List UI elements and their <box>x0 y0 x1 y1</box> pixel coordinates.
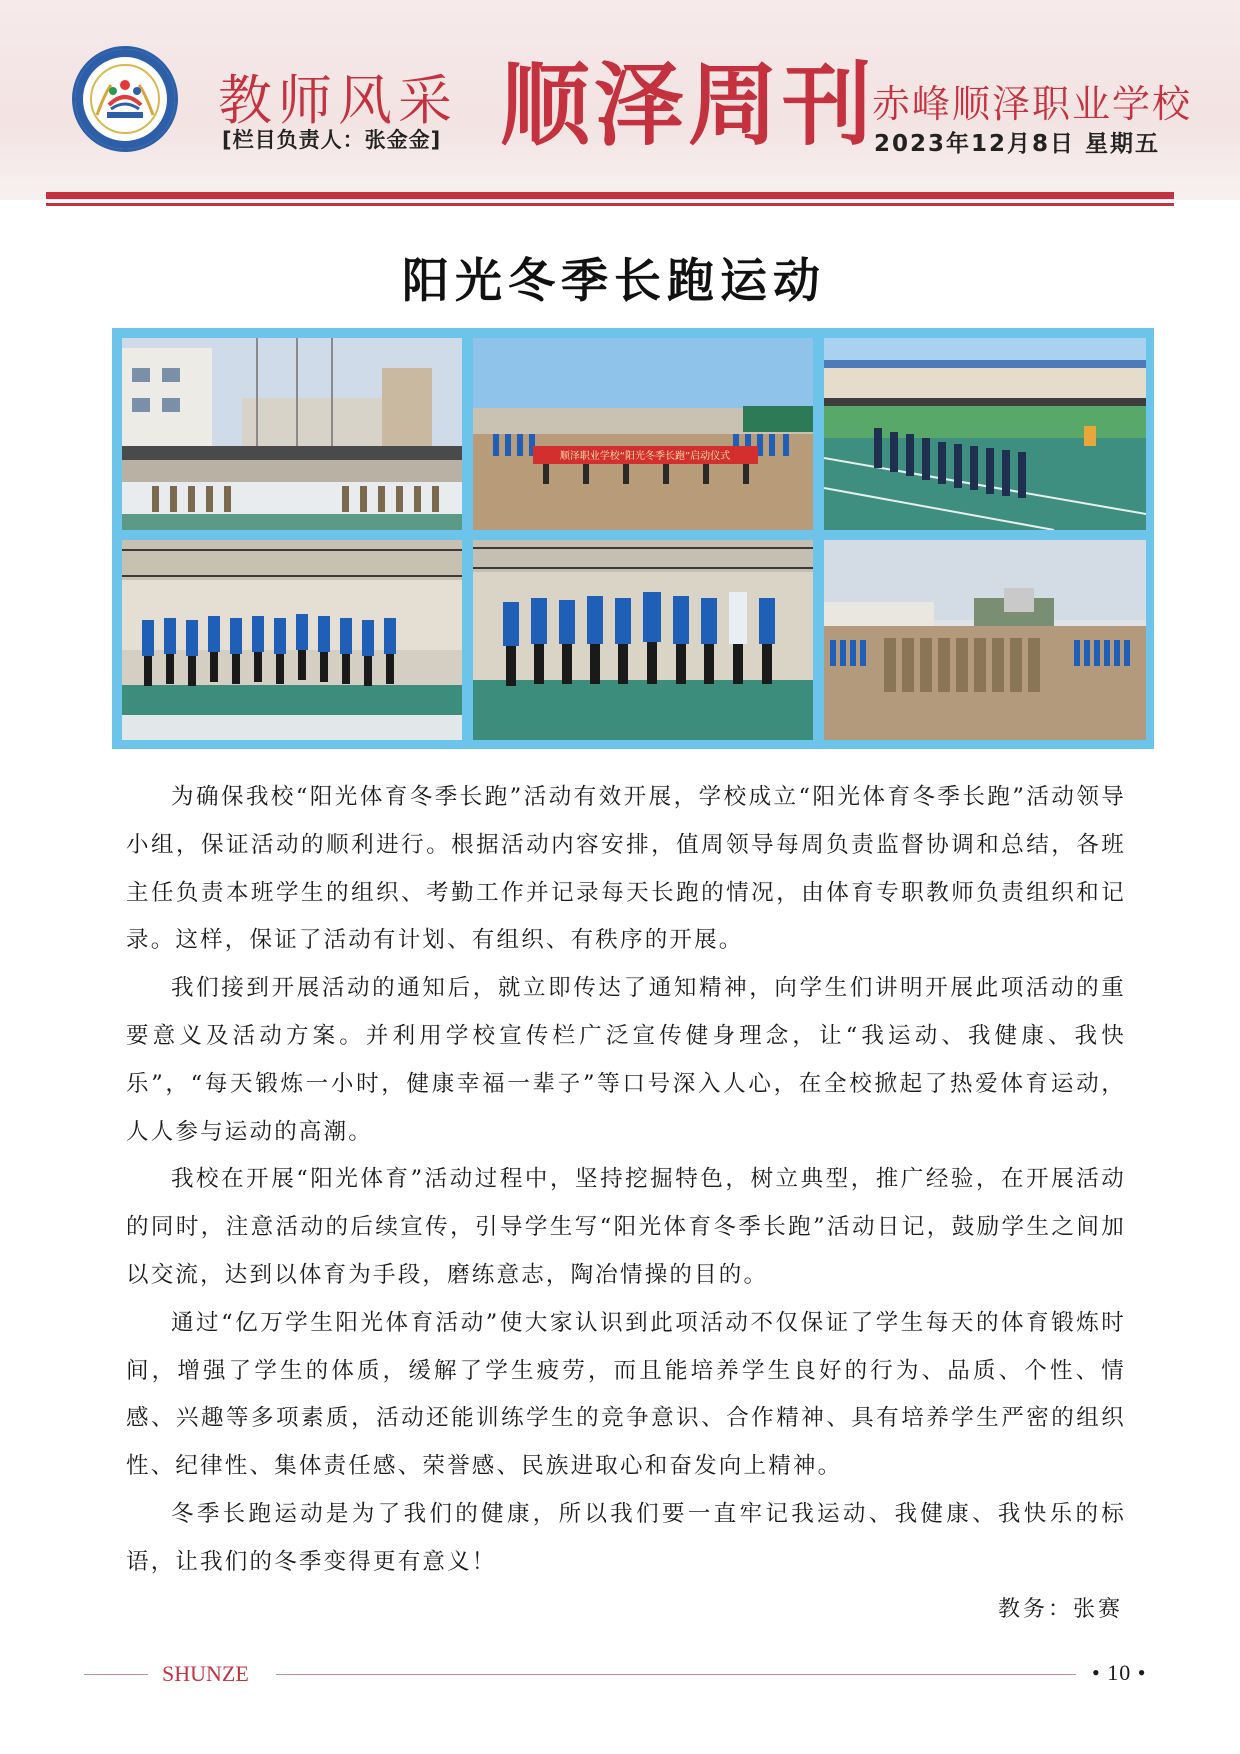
header-rule-thick <box>46 192 1174 199</box>
photo-flag-raising <box>122 338 462 530</box>
article-paragraph: 冬季长跑运动是为了我们的健康，所以我们要一直牢记我运动、我健康、我快乐的标语，让我们的冬季变得更有意义！ <box>126 1500 1126 1575</box>
author-signature: 教务：张赛 <box>997 1597 1123 1622</box>
footer-rule-left <box>84 1674 148 1675</box>
article-paragraph: 为确保我校“阳光体育冬季长跑”活动有效开展，学校成立“阳光体育冬季长跑”活动领导小组，保证活动的顺利进行。根据活动内容安排，值周领导每周负责监督协调和总结，各班主任负责本班学生的组织、考勤工作并记录每天长跑的情况，由体育专职教师负责组织和记录。这样，保证了活动有计划、有组织、有秩序的开展。 <box>126 784 1126 954</box>
school-name: 赤峰顺泽职业学校 <box>872 82 1193 126</box>
footer-brand: SHUNZE <box>162 1661 249 1686</box>
issue-date: 2023年12月8日 星期五 <box>874 131 1161 157</box>
launch-banner-text: 顺泽职业学校“阳光冬季长跑”启动仪式 <box>559 451 731 462</box>
article-paragraph: 我校在开展“阳光体育”活动过程中，坚持挖掘特色，树立典型，推广经验，在开展活动的同时，注意活动的后续宣传，引导学生写“阳光体育冬季长跑”活动日记，鼓励学生之间加以交流，达到以体育为手段，磨练意志，陶冶情操的目的。 <box>126 1166 1126 1288</box>
photo-formation-assembly <box>824 540 1146 740</box>
article-body <box>126 774 1126 1587</box>
page-number: • 10 • <box>1092 1660 1147 1685</box>
header-rule-thin <box>46 203 1174 206</box>
photo-launch-ceremony <box>473 338 813 530</box>
photo-collage <box>112 328 1154 749</box>
article-paragraph: 我们接到开展活动的通知后，就立即传达了通知精神，向学生们讲明开展此项活动的重要意义及活动方案。并利用学校宣传栏广泛宣传健身理念，让“我运动、我健康、我快乐”，“每天锻炼一小时，健康幸福一辈子”等口号深入人心，在全校掀起了热爱体育运动，人人参与运动的高潮。 <box>126 975 1126 1145</box>
footer-rule <box>276 1674 1076 1675</box>
article-title: 阳光冬季长跑运动 <box>402 254 826 309</box>
photo-students-running-center <box>473 540 813 740</box>
column-editor: [栏目负责人：张金金] <box>222 128 442 152</box>
masthead-title: 顺泽周刊 <box>500 53 876 158</box>
photo-track-running <box>824 338 1146 530</box>
column-title: 教师风采 <box>218 69 458 132</box>
photo-students-running-left <box>122 540 462 740</box>
article-paragraph: 通过“亿万学生阳光体育活动”使大家认识到此项活动不仅保证了学生每天的体育锻炼时间，增强了学生的体质，缓解了学生疲劳，而且能培养学生良好的行为、品质、个性、情感、兴趣等多项素质，活动还能训练学生的竞争意识、合作精神、具有培养学生严密的组织性、纪律性、集体责任感、荣誉感、民族进取心和奋发向上精神。 <box>126 1309 1126 1480</box>
school-emblem-icon <box>72 46 178 152</box>
